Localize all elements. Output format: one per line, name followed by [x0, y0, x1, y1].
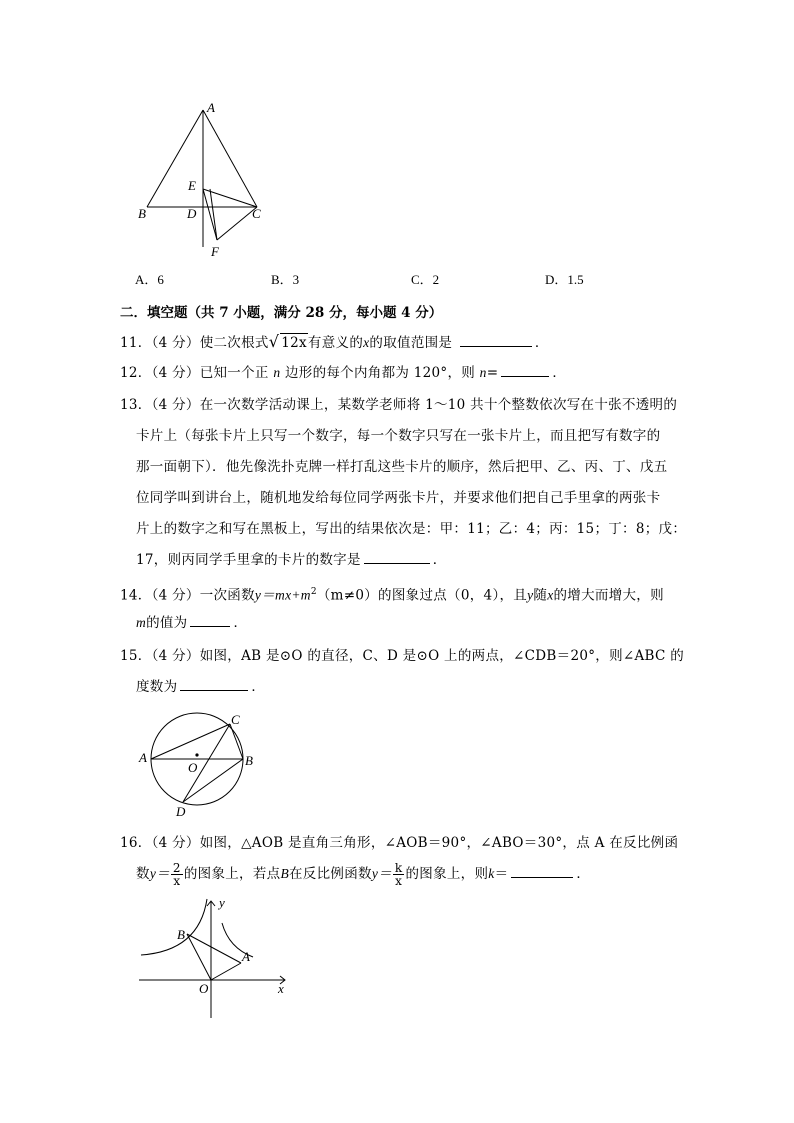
question-15-line-1: 15．（4 分）如图，AB 是⊙O 的直径，C、D 是⊙O 上的两点，∠CDB＝20°，则∠ABC 的	[120, 648, 685, 664]
label-F: F	[211, 244, 219, 259]
option-c: C．2	[411, 272, 440, 287]
answer-blank-16[interactable]	[511, 865, 573, 878]
question-13-line-6: 17，则丙同学手里拿的卡片的数字是 ．	[136, 552, 447, 568]
section-title: 二．填空题（共 7 小题，满分 28 分，每小题 4 分）	[120, 305, 443, 321]
fraction-k-over-x: $\frac{k}{x}$	[394, 861, 403, 888]
label-D: D	[187, 206, 197, 221]
question-16-line-2: 数y＝ $\frac{2}{x}$ 的图象上，若点B在反比例函数y＝ $\frac{k}{x}$ 的图象上，则k＝ ．	[136, 861, 591, 888]
question-16-line-1: 16．（4 分）如图，△AOB 是直角三角形，∠AOB＝90°，∠ABO＝30°，点 A 在反比例函	[120, 835, 679, 851]
graph-figure	[135, 893, 295, 1023]
question-13-line-1: 13．（4 分）在一次数学活动课上，某数学老师将 1～10 共十个整数依次写在十张不透明的	[120, 397, 678, 413]
fraction-2-over-x: $\frac{2}{x}$	[172, 861, 181, 888]
label-B: B	[138, 206, 146, 221]
label-C: C	[252, 206, 261, 221]
answer-blank-15[interactable]	[180, 678, 248, 691]
question-14-line-2: m的值为 ．	[136, 615, 248, 631]
option-a: A．6	[135, 272, 164, 287]
answer-blank-13[interactable]	[364, 551, 430, 564]
question-13-line-2: 卡片上（每张卡片上只写一个数字，每一个数字只写在一张卡片上，而且把写有数字的	[136, 428, 661, 444]
question-11: 11．（4 分）使二次根式√ 12x有意义的x的取值范围是 ．	[120, 332, 549, 351]
label-C: C	[231, 712, 240, 727]
label-B: B	[245, 753, 253, 768]
answer-blank-14[interactable]	[190, 614, 230, 627]
question-12: 12．（4 分）已知一个正 n 边形的每个内角都为 120°，则 n= ．	[120, 365, 567, 381]
label-E: E	[188, 178, 196, 193]
label-D: D	[176, 804, 186, 819]
label-y: y	[219, 895, 225, 910]
label-x: x	[278, 981, 284, 996]
label-B: B	[177, 927, 185, 942]
triangle-figure	[135, 100, 275, 265]
question-13-line-4: 位同学叫到讲台上，随机地发给每位同学两张卡片，并要求他们把自己手里拿的两张卡	[136, 490, 661, 506]
answer-blank-12[interactable]	[501, 364, 549, 377]
label-O: O	[188, 760, 198, 775]
label-A: A	[207, 100, 215, 115]
option-d: D．1.5	[545, 272, 584, 287]
circle-figure	[135, 708, 265, 823]
label-O: O	[199, 981, 209, 996]
label-A: A	[242, 949, 250, 964]
question-15-line-2: 度数为 ．	[136, 679, 266, 695]
label-A: A	[139, 750, 147, 765]
option-b: B．3	[271, 272, 300, 287]
question-14-line-1: 14．（4 分）一次函数$y=mx+m^2(m\ne 0)$的图象过点（0，4），且y随x的增大而增大，则	[120, 587, 664, 604]
answer-blank-11[interactable]	[460, 334, 532, 347]
question-13-line-5: 片上的数字之和写在黑板上，写出的结果依次是：甲：11；乙：4；丙：15；丁：8；戊：	[136, 521, 687, 537]
question-13-line-3: 那一面朝下）．他先像洗扑克牌一样打乱这些卡片的顺序，然后把甲、乙、丙、丁、戊五	[136, 459, 668, 475]
